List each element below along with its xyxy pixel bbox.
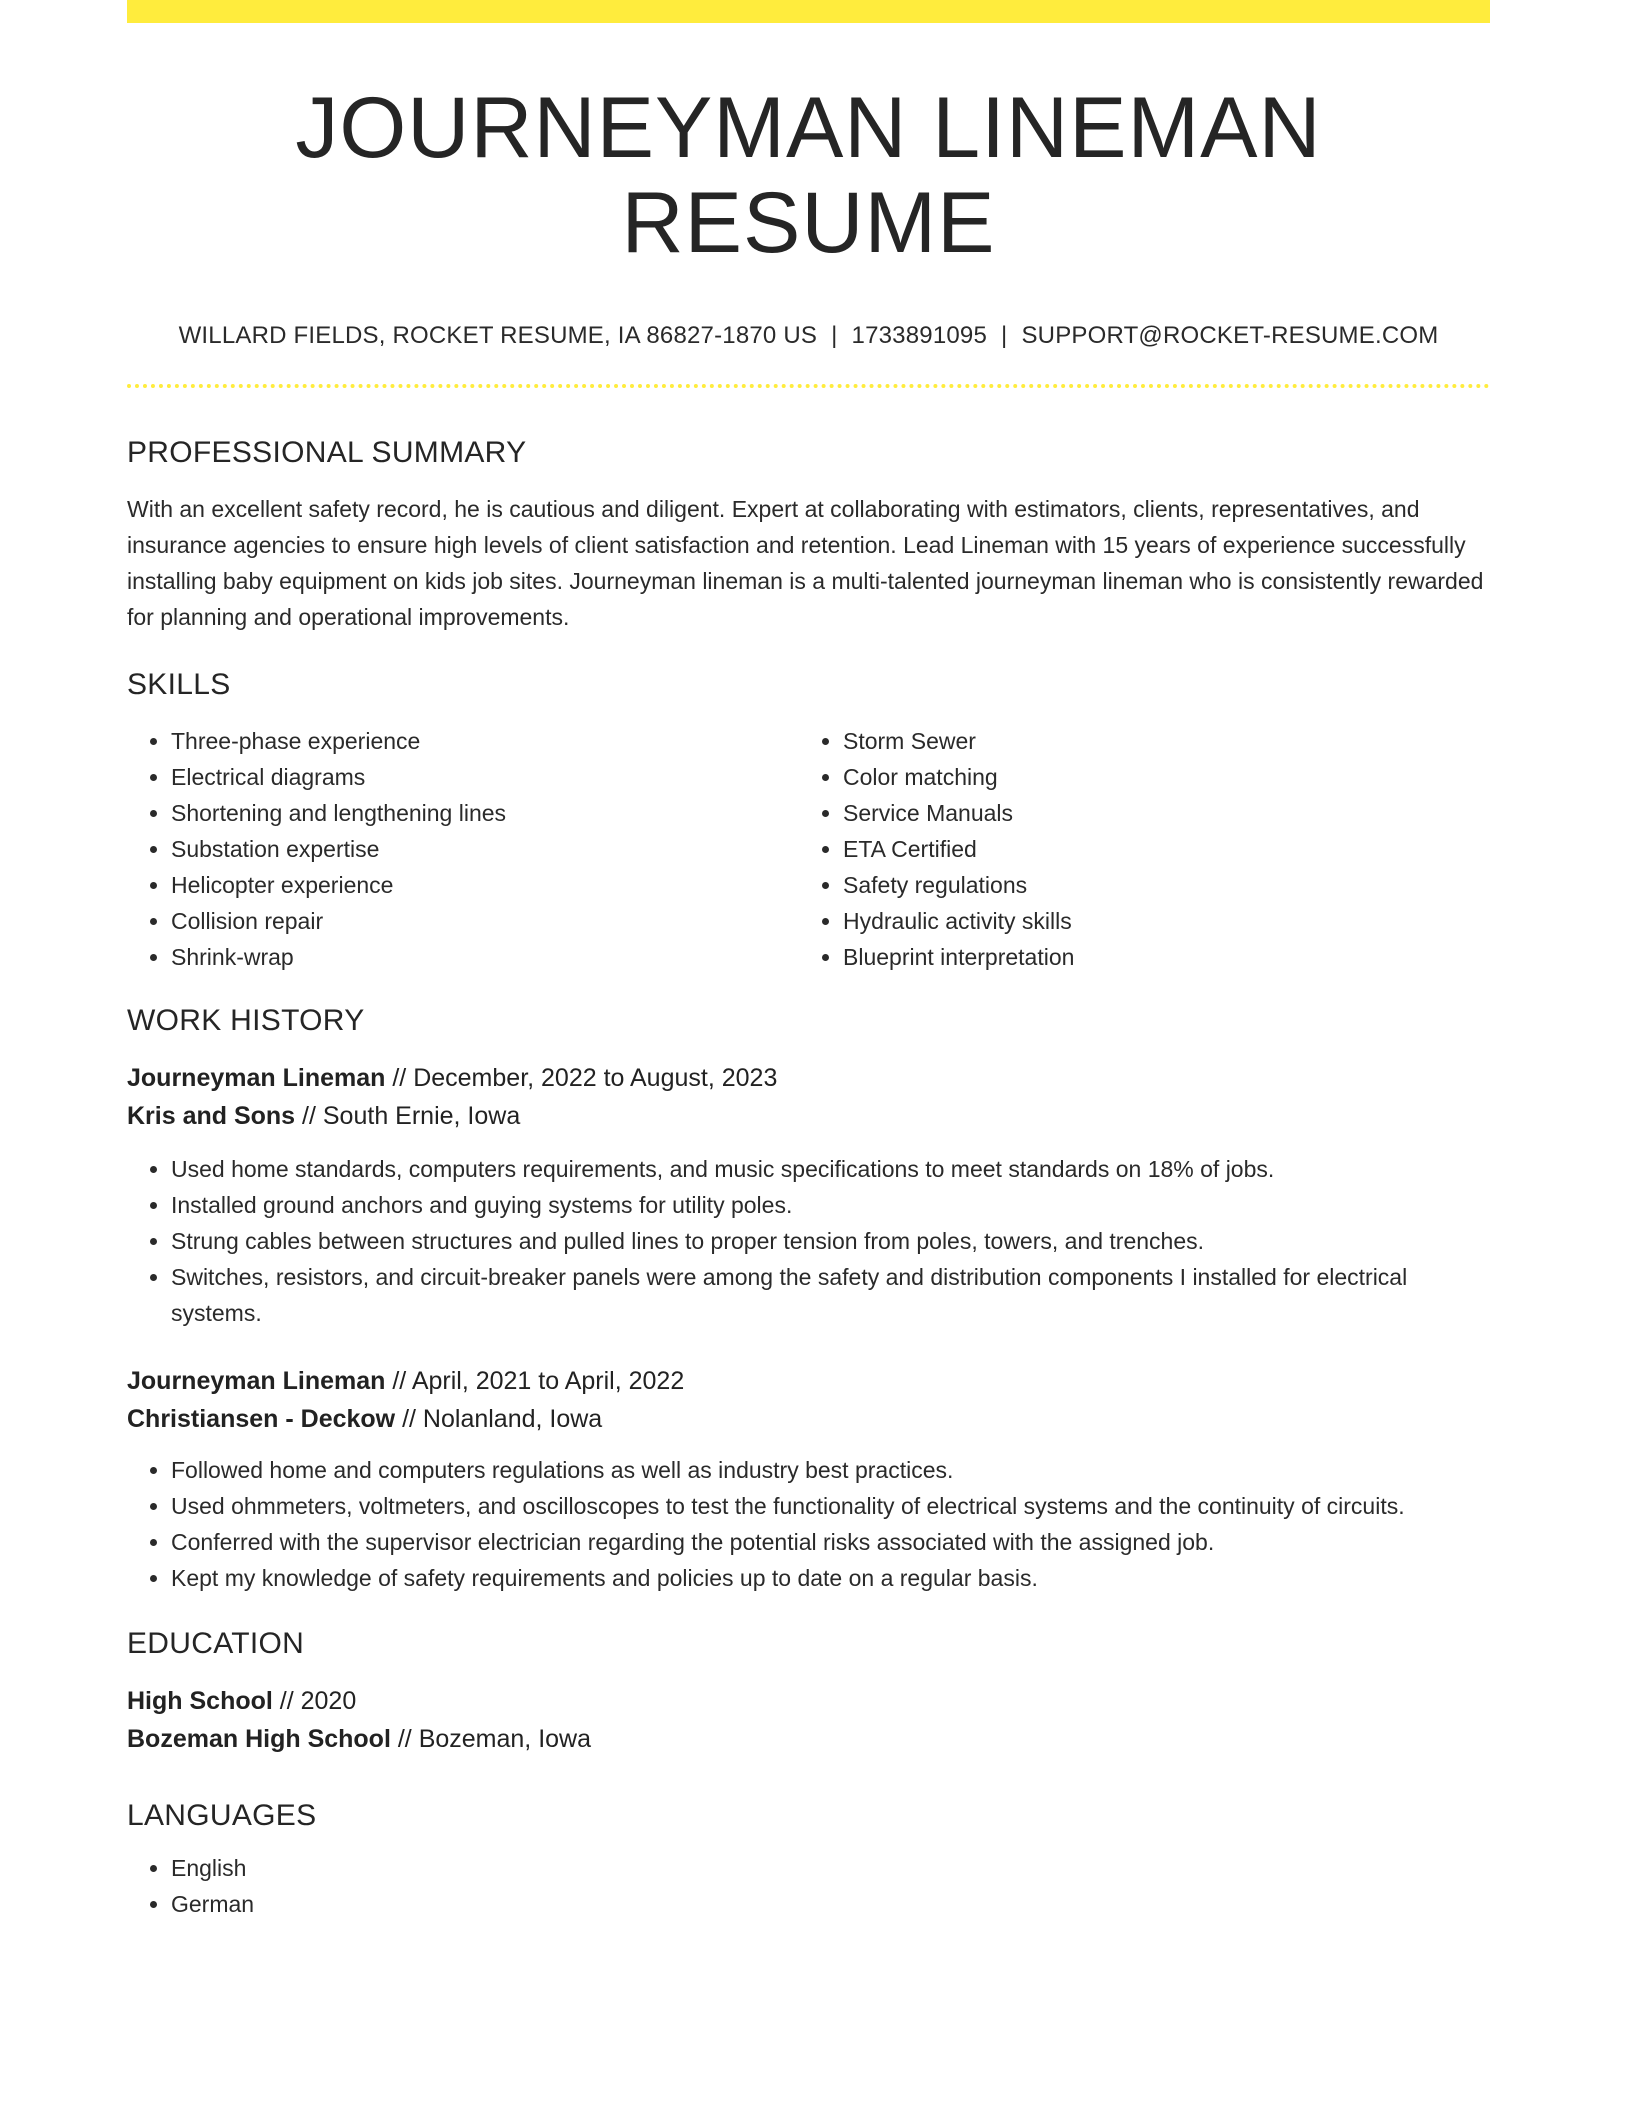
job-title-line [127, 1059, 1490, 1097]
list-item: • Color matching [843, 759, 1471, 795]
contact-line [127, 322, 1490, 351]
languages-heading: LANGUAGES [127, 1798, 317, 1832]
list-item: • Hydraulic activity skills [843, 903, 1471, 939]
job-entry-1 [127, 1059, 1490, 1331]
job-dates: // December, 2022 to August, 2023 [392, 1063, 778, 1092]
education-degree: High School [127, 1686, 273, 1715]
list-item: • Electrical diagrams [171, 759, 799, 795]
job-company-line [127, 1400, 1490, 1438]
list-item: • Safety regulations [843, 867, 1471, 903]
job-title: Journeyman Lineman [127, 1366, 386, 1395]
list-item: • Strung cables between structures and pulled lines to proper tension from poles, towers, and trenches. [171, 1223, 1490, 1259]
list-item: • Service Manuals [843, 795, 1471, 831]
education-school-line [127, 1720, 1490, 1758]
job-bullets [127, 1452, 1490, 1596]
contact-address: WILLARD FIELDS, ROCKET RESUME, IA 86827-1870 US [178, 322, 818, 350]
header-divider [127, 384, 1490, 388]
education-heading: EDUCATION [127, 1626, 305, 1660]
job-title-line [127, 1362, 1490, 1400]
summary-heading: PROFESSIONAL SUMMARY [127, 435, 527, 469]
list-item: • Used home standards, computers requirements, and music specifications to meet standards on 18% of jobs. [171, 1151, 1490, 1187]
list-item: • Kept my knowledge of safety requirements and policies up to date on a regular basis. [171, 1560, 1490, 1596]
job-title: Journeyman Lineman [127, 1063, 386, 1092]
contact-separator: | [1001, 322, 1008, 350]
skills-list-right [799, 723, 1471, 975]
job-company: Kris and Sons [127, 1101, 296, 1130]
education-degree-line [127, 1682, 1490, 1720]
list-item: • Blueprint interpretation [843, 939, 1471, 975]
contact-email: SUPPORT@ROCKET-RESUME.COM [1021, 322, 1439, 350]
list-item: • Storm Sewer [843, 723, 1471, 759]
skills-list-left [127, 723, 799, 975]
list-item: • Collision repair [171, 903, 799, 939]
list-item: • Three-phase experience [171, 723, 799, 759]
job-dates: // April, 2021 to April, 2022 [392, 1366, 685, 1395]
list-item: • Conferred with the supervisor electrician regarding the potential risks associated with the assigned job. [171, 1524, 1490, 1560]
list-item: • Substation expertise [171, 831, 799, 867]
list-item: • Shortening and lengthening lines [171, 795, 799, 831]
languages-list [127, 1850, 1490, 1922]
education-entry [127, 1682, 1490, 1758]
skills-grid [127, 723, 1490, 975]
job-company-line [127, 1097, 1490, 1135]
job-location: // South Ernie, Iowa [302, 1101, 521, 1130]
list-item: • Switches, resistors, and circuit-breaker panels were among the safety and distribution components I installed for electrical systems. [171, 1259, 1490, 1331]
list-item: • Followed home and computers regulations as well as industry best practices. [171, 1452, 1490, 1488]
list-item: • Shrink-wrap [171, 939, 799, 975]
list-item: • German [171, 1886, 1490, 1922]
list-item: • Installed ground anchors and guying systems for utility poles. [171, 1187, 1490, 1223]
list-item: • ETA Certified [843, 831, 1471, 867]
education-year: // 2020 [279, 1686, 357, 1715]
skills-heading: SKILLS [127, 667, 231, 701]
summary-text: With an excellent safety record, he is cautious and diligent. Expert at collaborating with estimators, clients, representatives, and insurance agencies to ensure high levels of client satisfaction and retention. Lead Lineman with 15 years of experience successfully installing baby equipment on kids job sites. Journeyman lineman is a multi-talented journeyman lineman who is consistently rewarded for planning and operational improvements. [127, 495, 1484, 630]
job-location: // Nolanland, Iowa [402, 1404, 603, 1433]
contact-phone: 1733891095 [851, 322, 988, 350]
job-bullets [127, 1151, 1490, 1331]
contact-separator: | [831, 322, 838, 350]
job-company: Christiansen - Deckow [127, 1404, 396, 1433]
education-location: // Bozeman, Iowa [397, 1724, 592, 1753]
work-heading: WORK HISTORY [127, 1003, 365, 1037]
resume-page [127, 0, 1490, 1922]
list-item: • Used ohmmeters, voltmeters, and oscilloscopes to test the functionality of electrical systems and the continuity of circuits. [171, 1488, 1490, 1524]
job-entry-2 [127, 1362, 1490, 1596]
top-accent-bar [127, 0, 1490, 23]
list-item: • Helicopter experience [171, 867, 799, 903]
education-school: Bozeman High School [127, 1724, 391, 1753]
resume-title: JOURNEYMAN LINEMAN RESUME [295, 80, 1322, 271]
list-item: • English [171, 1850, 1490, 1886]
